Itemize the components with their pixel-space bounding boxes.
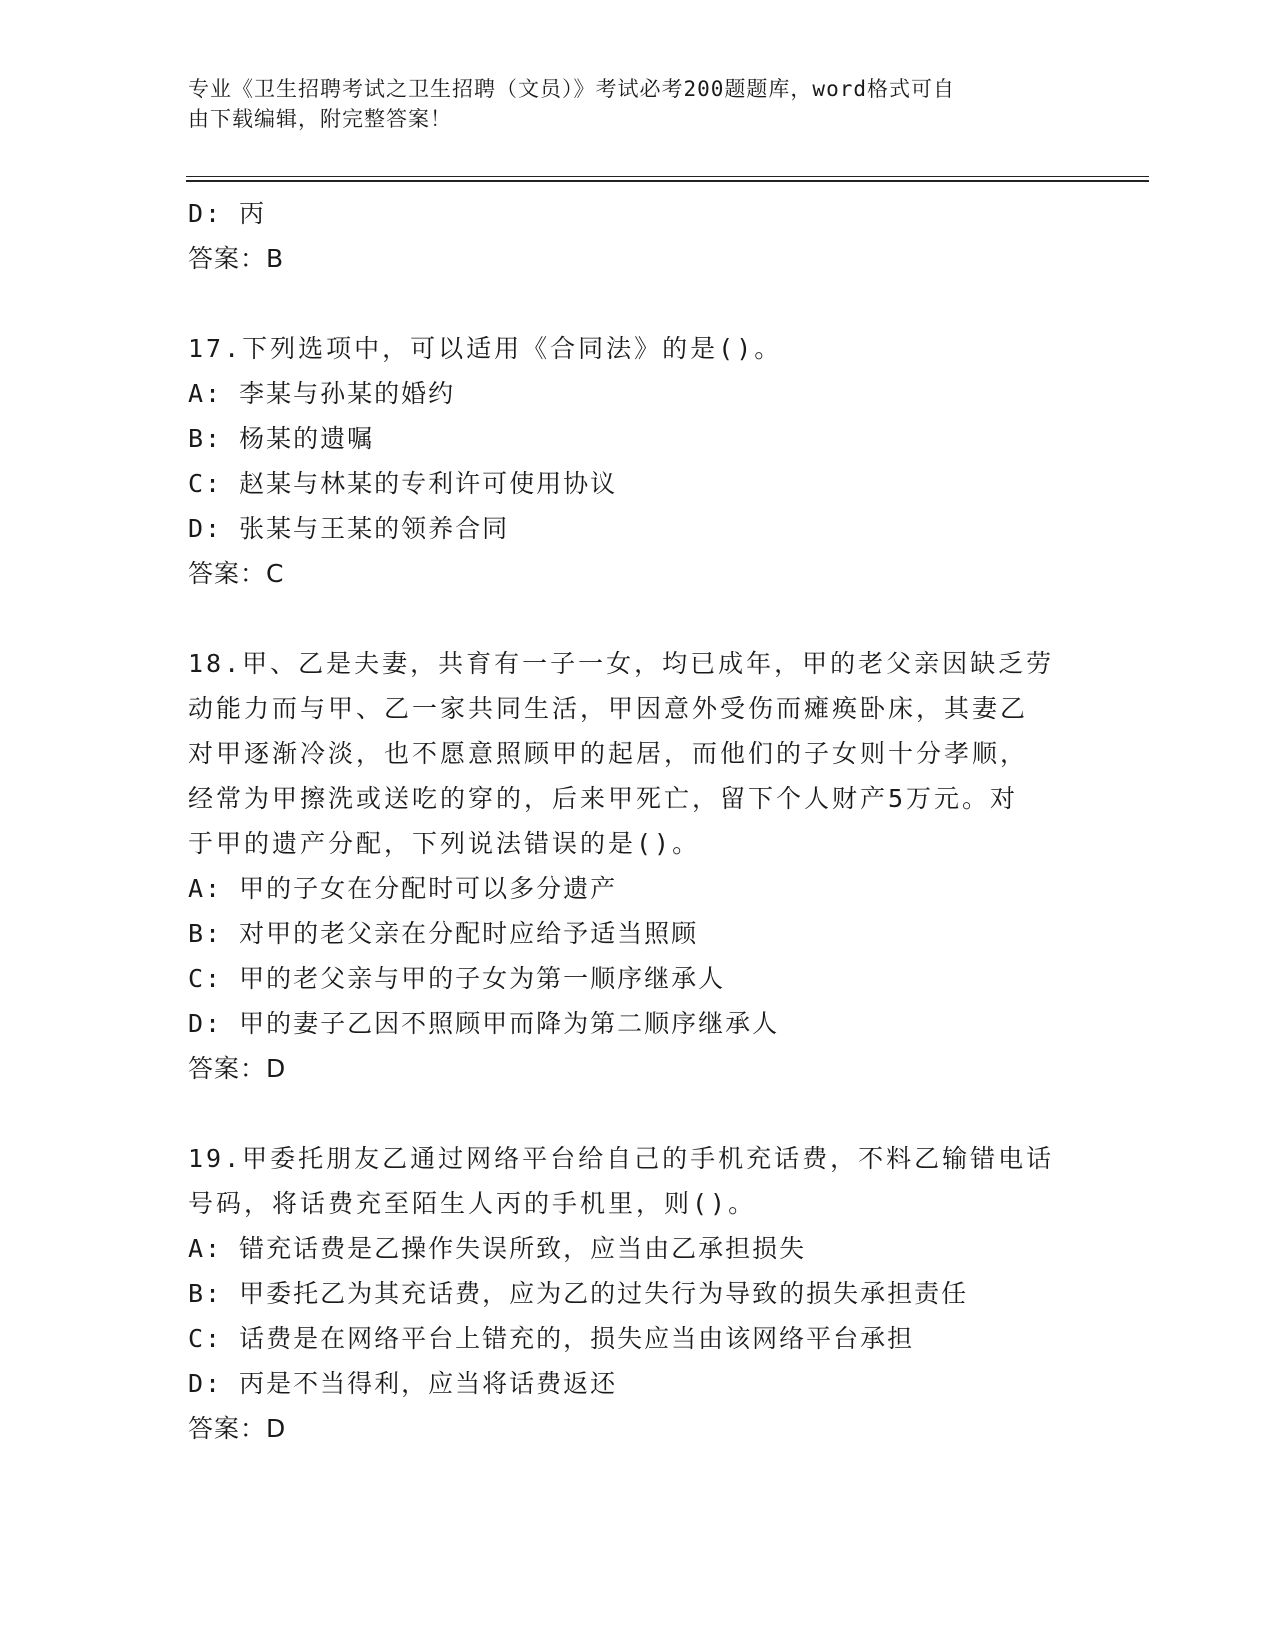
q18-stem-line-1: 18.甲、乙是夫妻，共育有一子一女，均已成年，甲的老父亲因缺乏劳	[188, 649, 1055, 678]
q18-option-c: C: 甲的老父亲与甲的子女为第一顺序继承人	[188, 964, 726, 993]
q18-stem-line-3: 对甲逐渐冷淡，也不愿意照顾甲的起居，而他们的子女则十分孝顺，	[188, 739, 1029, 768]
header-rule-thick	[186, 180, 1149, 182]
question-19	[188, 1136, 1088, 1451]
q19-option-a: A: 错充话费是乙操作失误所致，应当由乙承担损失	[188, 1234, 807, 1263]
q17-option-c: C: 赵某与林某的专利许可使用协议	[188, 469, 618, 498]
q18-option-a: A: 甲的子女在分配时可以多分遗产	[188, 874, 618, 903]
spacer	[188, 1091, 1088, 1136]
q19-option-b: B: 甲委托乙为其充话费，应为乙的过失行为导致的损失承担责任	[188, 1279, 969, 1308]
question-18	[188, 641, 1088, 1091]
question-17	[188, 326, 1088, 596]
q18-option-d: D: 甲的妻子乙因不照顾甲而降为第二顺序继承人	[188, 1009, 780, 1038]
q19-option-d: D: 丙是不当得利，应当将话费返还	[188, 1369, 618, 1398]
q18-stem-line-5: 于甲的遗产分配，下列说法错误的是()。	[188, 829, 701, 858]
q18-answer: 答案：D	[188, 1054, 287, 1083]
q19-stem-line-1: 19.甲委托朋友乙通过网络平台给自己的手机充话费，不料乙输错电话	[188, 1144, 1055, 1173]
q17-answer: 答案：C	[188, 559, 285, 588]
header-rule-thin	[186, 176, 1149, 177]
q17-option-a: A: 李某与孙某的婚约	[188, 379, 456, 408]
spacer	[188, 596, 1088, 641]
spacer	[188, 281, 1088, 326]
document-body	[188, 191, 1088, 1451]
q19-option-c: C: 话费是在网络平台上错充的，损失应当由该网络平台承担	[188, 1324, 915, 1353]
q17-stem: 17.下列选项中，可以适用《合同法》的是()。	[188, 334, 783, 363]
q18-option-b: B: 对甲的老父亲在分配时应给予适当照顾	[188, 919, 699, 948]
q16-option-d: D: 丙	[188, 199, 267, 228]
q19-stem-line-2: 号码，将话费充至陌生人丙的手机里，则()。	[188, 1189, 757, 1218]
header-line-1: 专业《卫生招聘考试之卫生招聘（文员）》考试必考200题题库，word格式可自	[188, 77, 955, 101]
q17-option-b: B: 杨某的遗嘱	[188, 424, 375, 453]
q17-option-d: D: 张某与王某的领养合同	[188, 514, 510, 543]
q19-answer: 答案：D	[188, 1414, 287, 1443]
page-header	[188, 74, 1068, 134]
q18-stem-line-4: 经常为甲擦洗或送吃的穿的，后来甲死亡，留下个人财产5万元。对	[188, 784, 1019, 813]
header-line-2: 由下载编辑，附完整答案！	[188, 107, 452, 131]
q18-stem-line-2: 动能力而与甲、乙一家共同生活，甲因意外受伤而瘫痪卧床，其妻乙	[188, 694, 1029, 723]
q16-answer: 答案：B	[188, 244, 285, 273]
